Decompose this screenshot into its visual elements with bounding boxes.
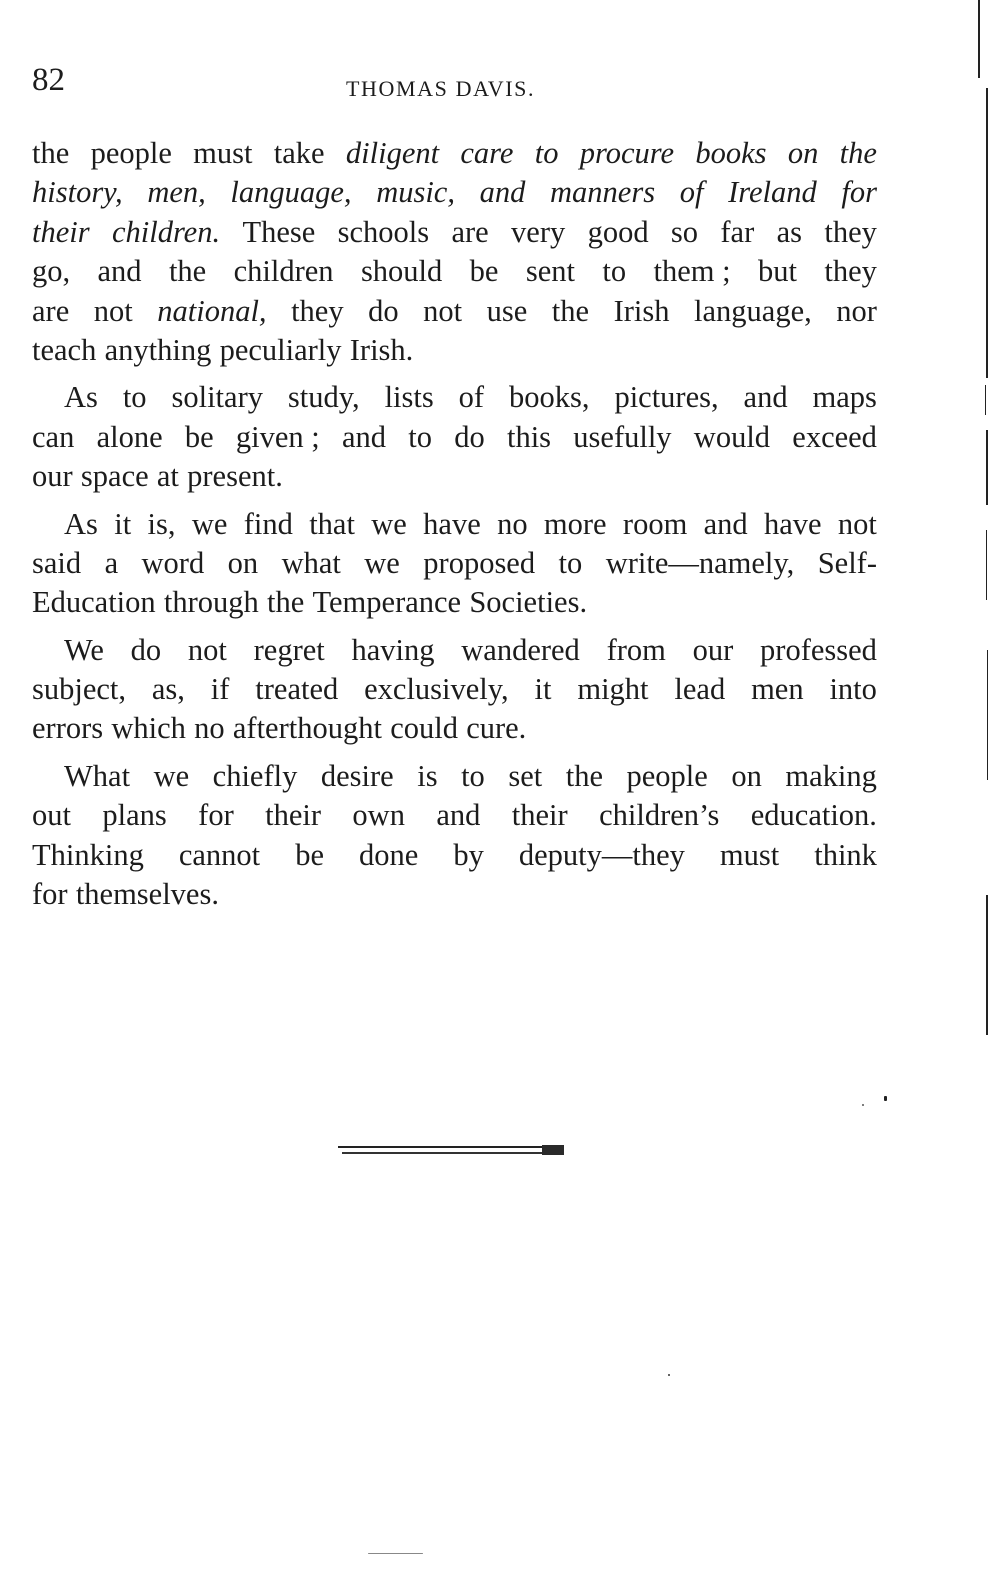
text-line bbox=[32, 134, 877, 173]
word: the bbox=[565, 758, 603, 793]
word: their bbox=[265, 798, 322, 833]
word: are bbox=[451, 214, 489, 249]
word: to bbox=[602, 254, 627, 289]
word: nor bbox=[836, 293, 877, 328]
word: by bbox=[453, 837, 484, 872]
text-line bbox=[32, 670, 877, 709]
word: themselves. bbox=[75, 877, 219, 912]
text-line bbox=[32, 331, 877, 370]
word: not bbox=[187, 632, 227, 667]
word: should bbox=[360, 254, 443, 289]
word: to bbox=[461, 758, 485, 793]
word: errors bbox=[32, 711, 104, 746]
word: pictures, bbox=[614, 380, 719, 415]
word: afterthought bbox=[232, 711, 382, 746]
word: given ; bbox=[235, 419, 320, 454]
word: set bbox=[508, 758, 543, 793]
word: might bbox=[577, 672, 649, 707]
text-line bbox=[32, 418, 877, 457]
word: the bbox=[551, 293, 590, 328]
word: is bbox=[417, 758, 438, 793]
word: solitary bbox=[171, 380, 263, 415]
word: deputy—they bbox=[518, 837, 685, 872]
word: present. bbox=[187, 459, 283, 494]
word: proposed bbox=[423, 545, 536, 580]
word: and bbox=[743, 380, 788, 415]
word: which bbox=[111, 711, 186, 746]
word: be bbox=[295, 837, 324, 872]
word: Thinking bbox=[32, 837, 144, 872]
word: manners bbox=[550, 175, 656, 210]
word: but bbox=[758, 254, 797, 289]
word: treated bbox=[255, 672, 339, 707]
word: their bbox=[511, 798, 568, 833]
word: on bbox=[787, 136, 819, 170]
word: go, bbox=[32, 254, 71, 289]
word: and bbox=[342, 419, 387, 454]
word: history, bbox=[32, 175, 123, 210]
word: procure bbox=[579, 136, 675, 170]
word: national, bbox=[157, 293, 267, 328]
word: and bbox=[703, 506, 748, 541]
word: must bbox=[193, 136, 253, 170]
word: We bbox=[64, 632, 104, 667]
word: plans bbox=[102, 798, 167, 833]
word: music, bbox=[376, 175, 455, 210]
word: subject, bbox=[32, 672, 127, 707]
word: of bbox=[458, 380, 485, 415]
word: as, bbox=[151, 672, 185, 707]
word: a bbox=[104, 545, 119, 580]
word: at bbox=[156, 459, 179, 494]
word: that bbox=[309, 506, 355, 541]
word: far bbox=[720, 214, 755, 249]
word: for bbox=[198, 798, 234, 833]
word: the bbox=[168, 254, 207, 289]
text-line bbox=[32, 173, 877, 212]
word: from bbox=[606, 632, 666, 667]
word: their bbox=[32, 214, 90, 249]
word: lists bbox=[384, 380, 434, 415]
word: Irish. bbox=[349, 332, 414, 367]
word: usefully bbox=[573, 419, 672, 454]
text-line bbox=[32, 378, 877, 417]
word: schools bbox=[337, 214, 430, 249]
word: care bbox=[460, 136, 514, 170]
word: to bbox=[558, 545, 583, 580]
word: having bbox=[351, 632, 435, 667]
word: we bbox=[191, 506, 228, 541]
word: making bbox=[785, 758, 877, 793]
text-line bbox=[32, 709, 877, 748]
text-line bbox=[32, 457, 877, 496]
paragraph bbox=[32, 378, 877, 496]
word: not bbox=[423, 293, 463, 328]
word: children’s bbox=[599, 798, 720, 833]
paper-speck bbox=[668, 1374, 670, 1376]
word: professed bbox=[760, 632, 877, 667]
text-line bbox=[32, 583, 877, 622]
word: good bbox=[587, 214, 649, 249]
word: wandered bbox=[461, 632, 580, 667]
word: into bbox=[829, 672, 877, 707]
text-line bbox=[32, 252, 877, 291]
word: teach bbox=[32, 332, 97, 367]
word: do bbox=[368, 293, 399, 328]
word: for bbox=[32, 877, 68, 912]
word: men, bbox=[147, 175, 206, 210]
text-line bbox=[32, 292, 877, 331]
word: we bbox=[153, 758, 190, 793]
word: children bbox=[233, 254, 334, 289]
word: for bbox=[841, 175, 877, 210]
word: Temperance bbox=[312, 585, 462, 620]
word: cannot bbox=[178, 837, 261, 872]
word: own bbox=[352, 798, 405, 833]
word: space bbox=[80, 459, 149, 494]
body-text bbox=[32, 134, 877, 922]
word: room bbox=[622, 506, 688, 541]
paragraph bbox=[32, 134, 877, 370]
word: write—namely, bbox=[605, 545, 795, 580]
paragraph bbox=[32, 631, 877, 749]
word: said bbox=[32, 545, 82, 580]
word: through bbox=[163, 585, 259, 620]
word: take bbox=[273, 136, 325, 170]
word: our bbox=[32, 459, 73, 494]
word: them ; bbox=[653, 254, 731, 289]
word: and bbox=[436, 798, 481, 833]
word: they bbox=[291, 293, 344, 328]
word: and bbox=[97, 254, 142, 289]
word: if bbox=[210, 672, 230, 707]
word: language, bbox=[230, 175, 352, 210]
word: What bbox=[64, 758, 131, 793]
word: people bbox=[626, 758, 708, 793]
word: Education bbox=[32, 585, 156, 620]
word: on bbox=[731, 758, 762, 793]
word: diligent bbox=[345, 136, 440, 170]
word: we bbox=[364, 545, 400, 580]
word: the bbox=[267, 585, 305, 620]
text-line bbox=[32, 505, 877, 544]
word: use bbox=[486, 293, 528, 328]
word: do bbox=[454, 419, 485, 454]
word: can bbox=[32, 419, 75, 454]
word: it bbox=[534, 672, 552, 707]
word: exceed bbox=[792, 419, 877, 454]
word: what bbox=[281, 545, 341, 580]
word: books bbox=[695, 136, 767, 170]
word: Societies. bbox=[469, 585, 588, 620]
word: must bbox=[719, 837, 780, 872]
text-line bbox=[32, 631, 877, 670]
text-line bbox=[32, 836, 877, 875]
word: they bbox=[824, 214, 877, 249]
word: regret bbox=[253, 632, 325, 667]
word: on bbox=[227, 545, 259, 580]
word: peculiarly bbox=[219, 332, 342, 367]
page-edge-marks bbox=[976, 0, 988, 1060]
text-line bbox=[32, 796, 877, 835]
word: maps bbox=[812, 380, 877, 415]
word: done bbox=[359, 837, 419, 872]
text-line bbox=[32, 757, 877, 796]
paper-speck bbox=[884, 1096, 887, 1101]
paragraph bbox=[32, 757, 877, 915]
word: Self- bbox=[817, 545, 877, 580]
word: Irish bbox=[613, 293, 670, 328]
word: As bbox=[64, 506, 98, 541]
word: have bbox=[764, 506, 822, 541]
word: cure. bbox=[466, 711, 527, 746]
word: are bbox=[32, 293, 70, 328]
word: would bbox=[693, 419, 771, 454]
end-ornament-rule bbox=[338, 1144, 564, 1156]
word: exclusively, bbox=[364, 672, 509, 707]
word: alone bbox=[96, 419, 163, 454]
word: this bbox=[506, 419, 552, 454]
word: not bbox=[837, 506, 877, 541]
word: anything bbox=[104, 332, 212, 367]
word: Ireland bbox=[728, 175, 817, 210]
word: lead bbox=[674, 672, 726, 707]
word: they bbox=[824, 254, 877, 289]
word: study, bbox=[287, 380, 360, 415]
word: to bbox=[408, 419, 433, 454]
word: language, bbox=[694, 293, 812, 328]
word: be bbox=[184, 419, 214, 454]
word: very bbox=[511, 214, 566, 249]
word: do bbox=[130, 632, 162, 667]
word: and bbox=[479, 175, 526, 210]
word: is, bbox=[147, 506, 176, 541]
running-head-title: THOMAS DAVIS. bbox=[346, 76, 536, 101]
word: as bbox=[776, 214, 803, 249]
word: chiefly bbox=[212, 758, 298, 793]
paper-speck bbox=[368, 1553, 423, 1554]
word: to bbox=[122, 380, 147, 415]
word: As bbox=[64, 380, 98, 415]
word: of bbox=[679, 175, 704, 210]
paper-speck bbox=[862, 1104, 864, 1106]
word: These bbox=[242, 214, 316, 249]
word: be bbox=[469, 254, 499, 289]
word: so bbox=[670, 214, 699, 249]
word: desire bbox=[320, 758, 394, 793]
word: the bbox=[839, 136, 877, 170]
paragraph bbox=[32, 505, 877, 623]
word: no bbox=[194, 711, 225, 746]
text-line bbox=[32, 875, 877, 914]
word: think bbox=[814, 837, 877, 872]
word: have bbox=[423, 506, 481, 541]
word: more bbox=[543, 506, 607, 541]
word: people bbox=[90, 136, 172, 170]
word: out bbox=[32, 798, 71, 833]
word: we bbox=[371, 506, 407, 541]
text-line bbox=[32, 544, 877, 583]
word: the bbox=[32, 136, 70, 170]
word: it bbox=[114, 506, 132, 541]
word: not bbox=[93, 293, 133, 328]
word: word bbox=[141, 545, 205, 580]
word: our bbox=[692, 632, 734, 667]
word: no bbox=[497, 506, 528, 541]
word: education. bbox=[750, 798, 877, 833]
page-number: 82 bbox=[32, 62, 65, 98]
word: could bbox=[390, 711, 458, 746]
word: to bbox=[534, 136, 559, 170]
word: sent bbox=[525, 254, 575, 289]
word: books, bbox=[509, 380, 590, 415]
word: find bbox=[243, 506, 293, 541]
word: men bbox=[751, 672, 804, 707]
text-line bbox=[32, 213, 877, 252]
word: children. bbox=[111, 214, 221, 249]
